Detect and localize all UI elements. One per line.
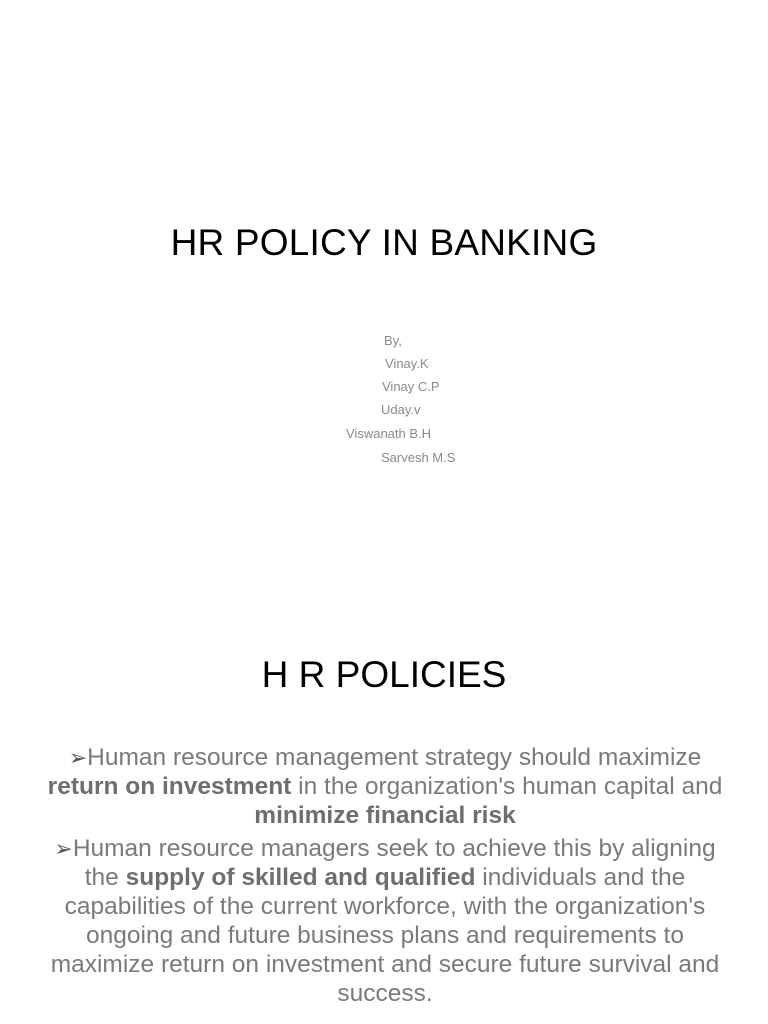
presentation-title: HR POLICY IN BANKING [170, 222, 598, 263]
bullet-text: Human resource management strategy should maximize [87, 744, 702, 771]
bullet-text: individuals and the capabilities of the current workforce, with the organization's ongoing and future business plans and requirements to maximize return on investment and secure future survival and success. [50, 864, 720, 1007]
arrow-bullet-icon: ➢ [68, 745, 88, 770]
emphasis-text: return on investment [47, 773, 292, 800]
author-by-label: By, [384, 333, 402, 348]
section-title: H R POLICIES [261, 654, 507, 695]
author-name: Viswanath B.H [346, 426, 432, 441]
bullet-item [40, 834, 730, 1008]
bullet-item [40, 743, 730, 830]
emphasis-text: minimize financial risk [254, 802, 516, 829]
emphasis-text: supply of skilled and qualified [125, 864, 476, 891]
bullet-list [40, 743, 730, 1012]
arrow-bullet-icon: ➢ [54, 836, 73, 861]
bullet-text: in the organization's human capital and [291, 773, 723, 800]
policies-slide [0, 580, 768, 1024]
author-name: Uday.v [381, 402, 421, 417]
author-name: Vinay.K [385, 356, 429, 371]
author-name: Vinay C.P [382, 379, 440, 394]
bullet-text: Human resource managers seek to achieve this by aligning the [72, 835, 716, 891]
author-name: Sarvesh M.S [381, 450, 456, 465]
